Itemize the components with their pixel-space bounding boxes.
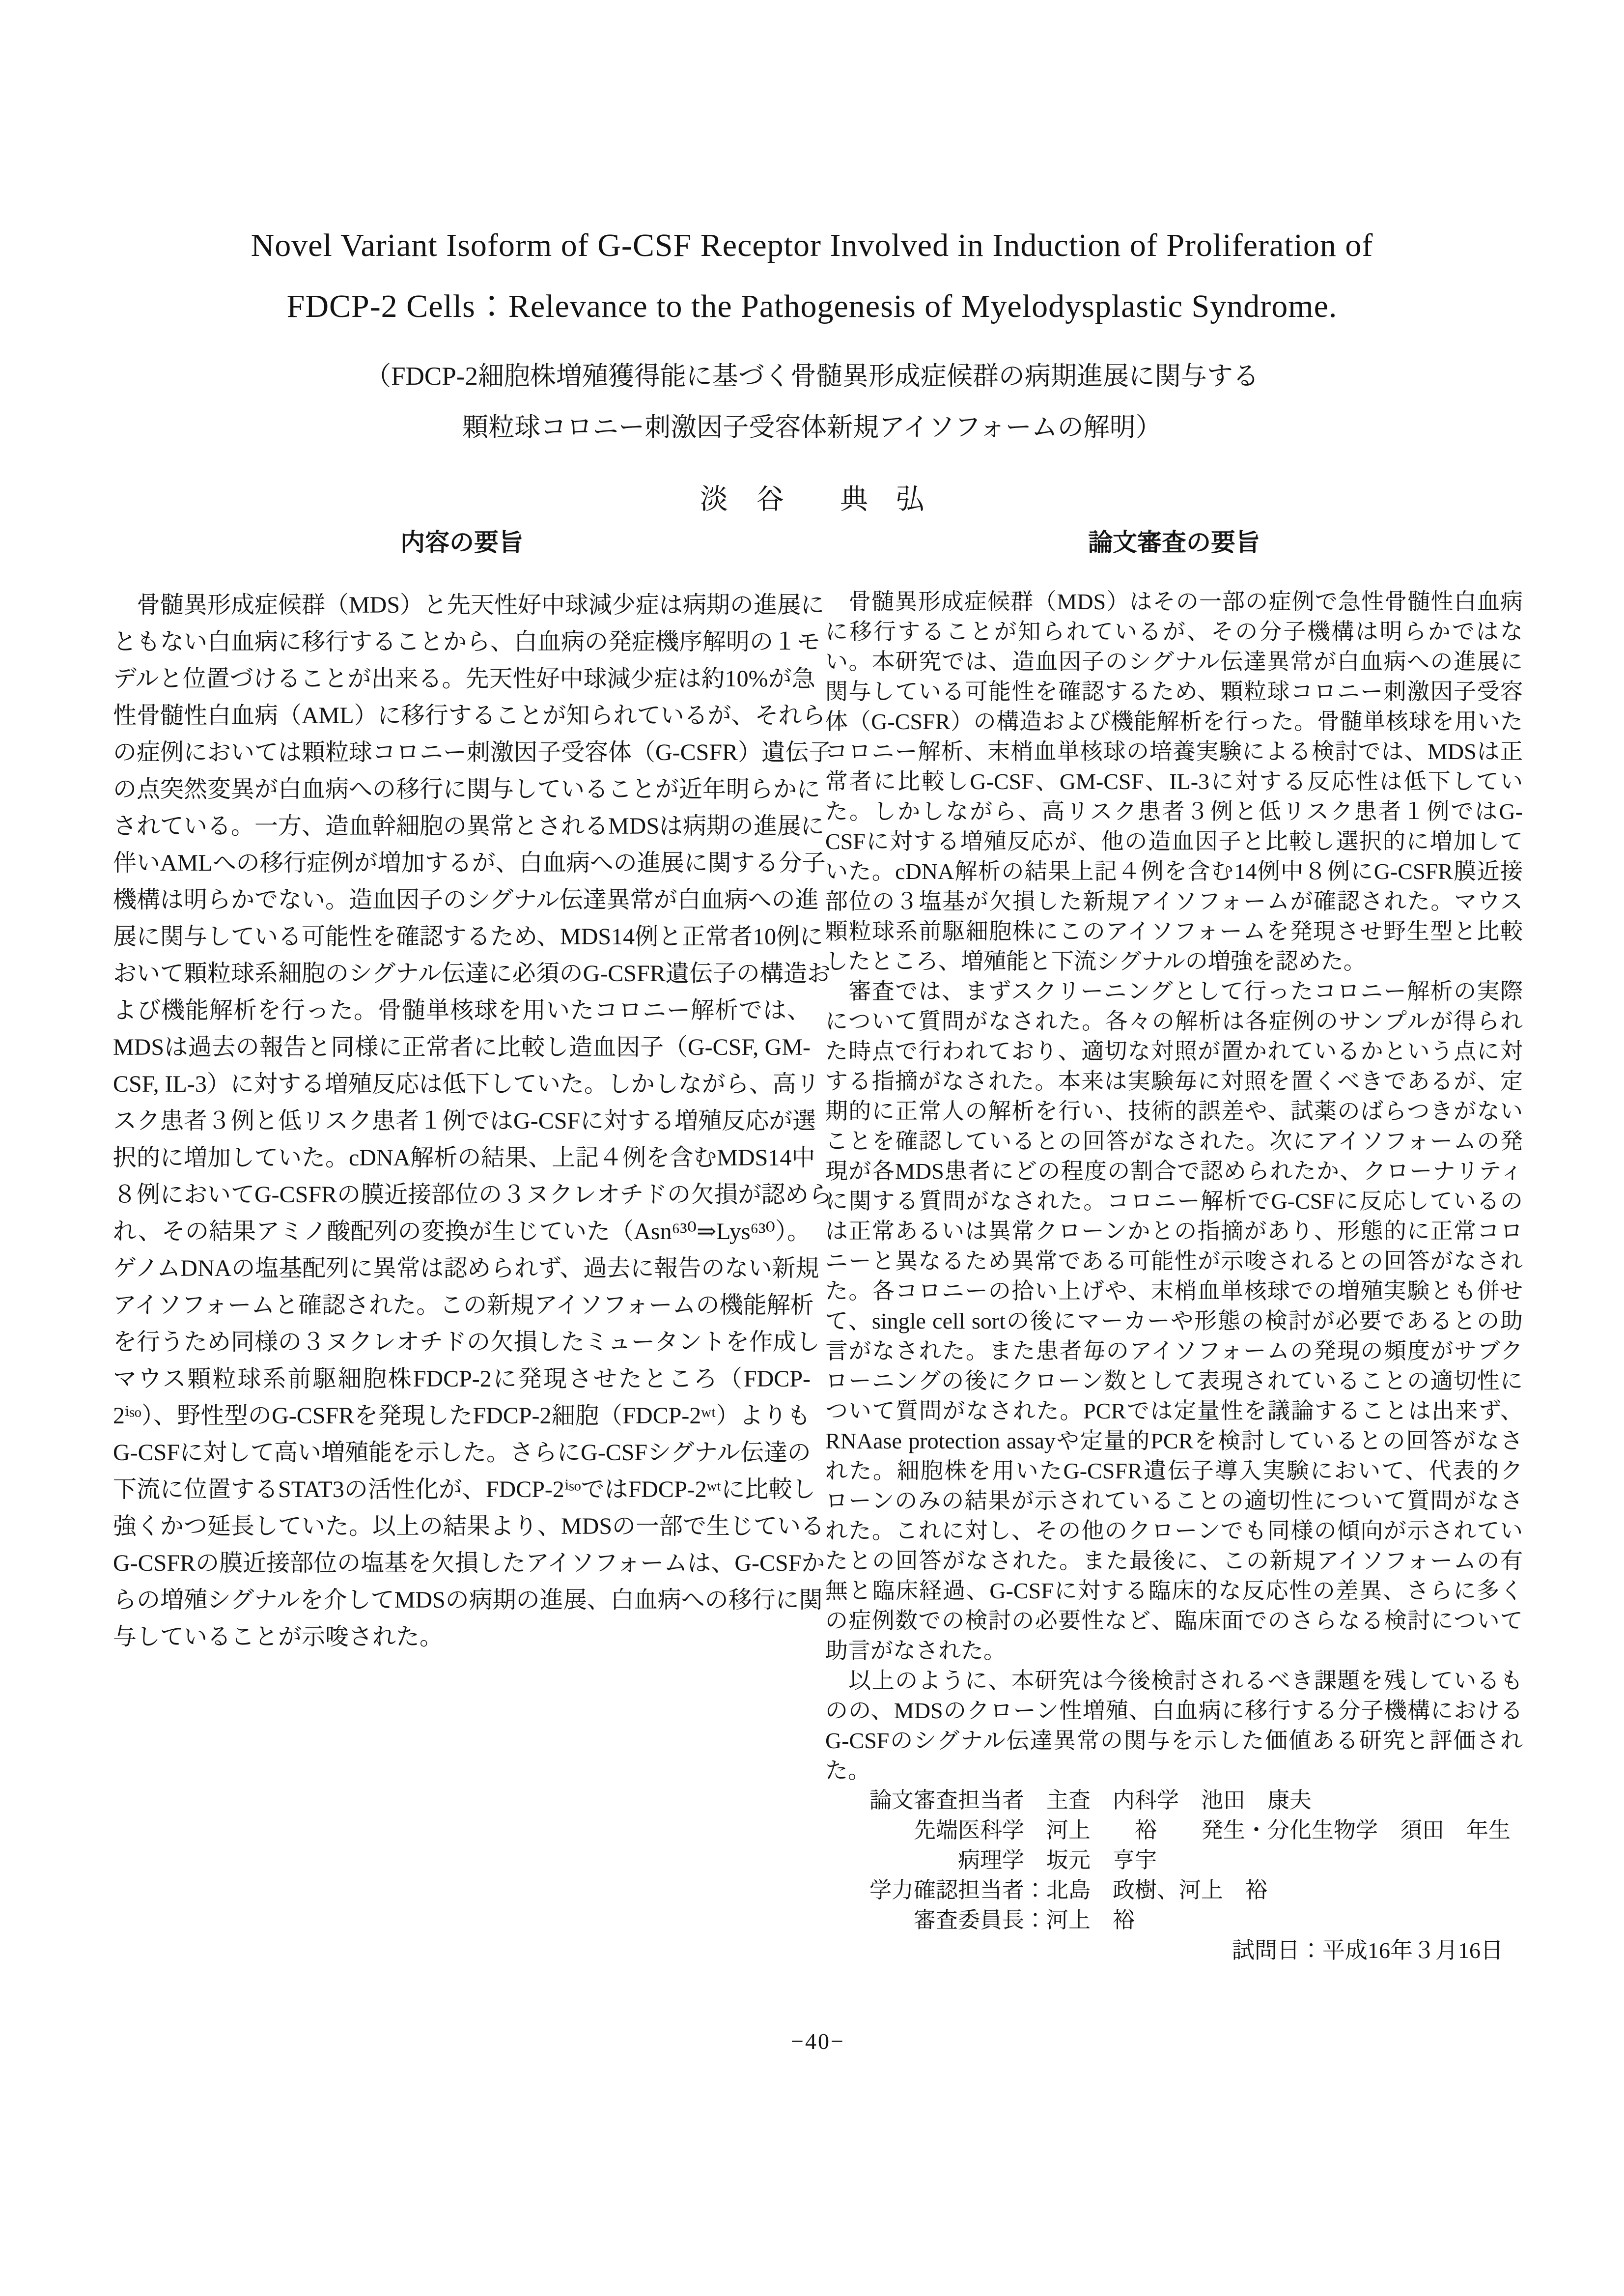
review-text-line-10: いた。cDNA解析の結果上記４例を含む14例中８例にG-CSFR膜近接 <box>825 859 1523 884</box>
committee-line-4: 学力確認担当者：北島 政樹、河上 裕 <box>825 1878 1268 1902</box>
review-text-line-37: 以上のように、本研究は今後検討されるべき課題を残しているも <box>825 1668 1523 1693</box>
review-text-line-3: い。本研究では、造血因子のシグナル伝達異常が白血病への進展に <box>825 649 1523 674</box>
abstract-text-line-25: 下流に位置するSTAT3の活性化が、FDCP-2ⁱˢᵒではFDCP-2ʷᵗに比較し <box>113 1476 816 1502</box>
abstract-text-line-21: を行うため同様の３ヌクレオチドの欠損したミュータントを作成し <box>113 1329 820 1355</box>
review-text-line-26: 言がなされた。また患者毎のアイソフォームの発現の頻度がサブク <box>825 1338 1523 1363</box>
review-text-line-11: 部位の３塩基が欠損した新規アイソフォームが確認された。マウス <box>825 889 1523 914</box>
abstract-text-line-9: 機構は明らかでない。造血因子のシグナル伝達異常が白血病への進 <box>113 887 819 913</box>
abstract-text-line-27: G-CSFRの膜近接部位の塩基を欠損したアイソフォームは、G-CSFか <box>113 1550 825 1576</box>
abstract-text-line-16: 択的に増加していた。cDNA解析の結果、上記４例を含むMDS14中 <box>113 1145 815 1171</box>
abstract-text-line-12: よび機能解析を行った。骨髄単核球を用いたコロニー解析では、 <box>113 997 811 1023</box>
abstract-section <box>113 529 833 1965</box>
review-text-line-28: ついて質問がなされた。PCRでは定量性を議論することは出来ず、 <box>825 1398 1523 1423</box>
review-text-line-16: た時点で行われており、適切な対照が置かれているかという点に対 <box>825 1039 1523 1064</box>
page-number: −40− <box>791 2029 845 2054</box>
title-japanese-line2: 顆粒球コロニー刺激因子受容体新規アイソフォームの解明） <box>462 413 1162 442</box>
exam-date: 試問日：平成16年３月16日 <box>1232 1938 1503 1963</box>
title-english-line1: Novel Variant Isoform of G-CSF Receptor Involved in Induction of Proliferation of <box>251 227 1373 263</box>
review-text-line-20: 現が各MDS患者にどの程度の割合で認められたか、クローナリティ <box>825 1159 1523 1184</box>
abstract-text-line-13: MDSは過去の報告と同様に正常者に比較し造血因子（G-CSF, GM- <box>113 1034 811 1060</box>
abstract-text-line-2: ともない白血病に移行することから、白血病の発症機序解明の１モ <box>113 629 821 655</box>
abstract-text-line-23: 2ⁱˢᵒ）、野性型のG-CSFRを発現したFDCP-2細胞（FDCP-2ʷᵗ）よりも <box>113 1403 811 1429</box>
review-text-line-35: の症例数での検討の必要性など、臨床面でのさらなる検討について <box>825 1608 1523 1633</box>
title-japanese-line1: （FDCP-2細胞株増殖獲得能に基づく骨髄異形成症候群の病期進展に関与する <box>365 362 1259 391</box>
author-name: 淡 谷 典 弘 <box>700 484 924 515</box>
review-text-line-32: れた。これに対し、その他のクローンでも同様の傾向が示されてい <box>825 1518 1523 1543</box>
review-text-line-12: 顆粒球系前駆細胞株にこのアイソフォームを発現させ野生型と比較 <box>825 919 1523 944</box>
review-text-line-27: ローニングの後にクローン数として表現されていることの適切性に <box>825 1368 1523 1393</box>
abstract-text-line-11: おいて顆粒球系細胞のシグナル伝達に必須のG-CSFR遺伝子の構造お <box>113 961 831 987</box>
review-text-line-24: た。各コロニーの拾い上げや、末梢血単核球での増殖実験とも併せ <box>825 1278 1523 1304</box>
review-text-line-33: たとの回答がなされた。また最後に、この新規アイソフォームの有 <box>825 1548 1523 1573</box>
abstract-text-line-3: デルと位置づけることが出来る。先天性好中球減少症は約10%が急 <box>113 666 815 692</box>
abstract-heading: 内容の要旨 <box>400 529 523 556</box>
review-text-line-18: 期的に正常人の解析を行い、技術的誤差や、試薬のばらつきがない <box>825 1099 1523 1124</box>
abstract-text-line-7: されている。一方、造血幹細胞の異常とされるMDSは病期の進展に <box>113 813 825 839</box>
abstract-text-line-29: 与していることが示唆された。 <box>113 1624 444 1650</box>
review-text-line-21: に関する質問がなされた。コロニー解析でG-CSFに反応しているの <box>825 1189 1523 1214</box>
review-text-line-31: ローンのみの結果が示されていることの適切性について質問がなさ <box>825 1488 1523 1513</box>
abstract-text-line-8: 伴いAMLへの移行症例が増加するが、白血病への進展に関する分子 <box>113 850 826 876</box>
page-footer <box>113 2028 1523 2054</box>
review-text-line-34: 無と臨床経過、G-CSFに対する臨床的な反応性の差異、さらに多く <box>825 1578 1523 1603</box>
review-text-line-2: に移行することが知られているが、その分子機構は明らかではな <box>825 619 1523 644</box>
review-text-line-29: RNAase protection assayや定量的PCRを検討しているとの回答がなさ <box>825 1428 1523 1453</box>
committee-line-3: 病理学 坂元 亨宇 <box>825 1848 1157 1872</box>
title-english-line2: FDCP-2 Cells：Relevance to the Pathogenesis of Myelodysplastic Syndrome. <box>286 288 1338 324</box>
abstract-text-line-24: G-CSFに対して高い増殖能を示した。さらにG-CSFシグナル伝達の <box>113 1440 811 1466</box>
review-text-line-17: する指摘がなされた。本来は実験毎に対照を置くべきであるが、定 <box>825 1069 1523 1094</box>
abstract-text-line-10: 展に関与している可能性を確認するため、MDS14例と正常者10例に <box>113 924 824 950</box>
review-heading: 論文審査の要旨 <box>1088 529 1260 556</box>
title-japanese <box>0 351 1624 453</box>
review-text-line-13: したところ、増殖能と下流シグナルの増強を認めた。 <box>825 949 1366 974</box>
review-text-line-23: ニーと異なるため異常である可能性が示唆されるとの回答がなされ <box>825 1248 1523 1274</box>
abstract-text-line-28: らの増殖シグナルを介してMDSの病期の進展、白血病への移行に関 <box>113 1587 823 1613</box>
review-text-line-38: のの、MDSのクローン性増殖、白血病に移行する分子機構における <box>825 1698 1523 1723</box>
committee-line-2: 先端医科学 河上 裕 発生・分化生物学 須田 年生 <box>825 1818 1511 1842</box>
review-text-line-14: 審査では、まずスクリーニングとして行ったコロニー解析の実際 <box>825 979 1523 1004</box>
abstract-text-line-5: の症例においては顆粒球コロニー刺激因子受容体（G-CSFR）遺伝子 <box>113 739 833 765</box>
review-text-line-19: ことを確認しているとの回答がなされた。次にアイソフォームの発 <box>825 1129 1523 1154</box>
committee-block <box>825 1786 1523 1935</box>
committee-line-1: 論文審査担当者 主査 内科学 池田 康夫 <box>825 1788 1312 1813</box>
abstract-text-line-18: れ、その結果アミノ酸配列の変換が生じていた（Asn⁶³⁰⇒Lys⁶³⁰）。 <box>113 1219 811 1245</box>
review-text-line-40: た。 <box>825 1758 870 1783</box>
two-column-body <box>113 529 1523 1965</box>
review-text-line-8: た。しかしながら、高リスク患者３例と低リスク患者１例ではG- <box>825 799 1523 824</box>
review-text-line-4: 関与している可能性を確認するため、顆粒球コロニー刺激因子受容 <box>825 679 1523 704</box>
abstract-text-line-26: 強くかつ延長していた。以上の結果より、MDSの一部で生じている <box>113 1513 825 1539</box>
abstract-text-line-14: CSF, IL-3）に対する増殖反応は低下していた。しかしながら、高リ <box>113 1071 820 1097</box>
abstract-text-line-19: ゲノムDNAの塩基配列に異常は認められず、過去に報告のない新規 <box>113 1255 819 1281</box>
review-text-line-7: 常者に比較しG-CSF、GM-CSF、IL-3に対する反応性は低下してい <box>825 769 1523 794</box>
abstract-text-line-22: マウス顆粒球系前駆細胞株FDCP-2に発現させたところ（FDCP- <box>113 1366 811 1392</box>
abstract-text-line-4: 性骨髄性白血病（AML）に移行することが知られているが、それら <box>113 703 826 729</box>
committee-line-5: 審査委員長：河上 裕 <box>825 1908 1135 1932</box>
review-text-line-9: CSFに対する増殖反応が、他の造血因子と比較し選択的に増加して <box>825 829 1523 854</box>
review-text-line-1: 骨髄異形成症候群（MDS）はその一部の症例で急性骨髄性白血病 <box>825 589 1523 614</box>
review-body <box>825 587 1523 1786</box>
review-text-line-39: G-CSFのシグナル伝達異常の関与を示した価値ある研究と評価され <box>825 1728 1523 1753</box>
review-text-line-6: コロニー解析、末梢血単核球の培養実験による検討では、MDSは正 <box>825 739 1523 764</box>
abstract-text-line-1: 骨髄異形成症候群（MDS）と先天性好中球減少症は病期の進展に <box>113 592 825 618</box>
review-text-line-5: 体（G-CSFR）の構造および機能解析を行った。骨髄単核球を用いた <box>825 709 1523 734</box>
review-text-line-25: て、single cell sortの後にマーカーや形態の検討が必要であるとの助 <box>825 1308 1523 1333</box>
title-block <box>0 0 1624 518</box>
review-text-line-22: は正常あるいは異常クローンかとの指摘があり、形態的に正常コロ <box>825 1219 1523 1244</box>
abstract-text-line-6: の点突然変異が白血病への移行に関与していることが近年明らかに <box>113 776 821 802</box>
abstract-text-line-15: スク患者３例と低リスク患者１例ではG-CSFに対する増殖反応が選 <box>113 1108 816 1134</box>
review-section <box>825 529 1523 1965</box>
abstract-text-line-20: アイソフォームと確認された。この新規アイソフォームの機能解析 <box>113 1292 814 1318</box>
abstract-text-line-17: ８例においてG-CSFRの膜近接部位の３ヌクレオチドの欠損が認めら <box>113 1182 833 1208</box>
abstract-body <box>113 587 833 1655</box>
review-text-line-15: について質問がなされた。各々の解析は各症例のサンプルが得られ <box>825 1009 1523 1034</box>
title-english <box>0 215 1624 337</box>
review-text-line-36: 助言がなされた。 <box>825 1638 1006 1663</box>
review-text-line-30: れた。細胞株を用いたG-CSFR遺伝子導入実験において、代表的ク <box>825 1458 1523 1483</box>
